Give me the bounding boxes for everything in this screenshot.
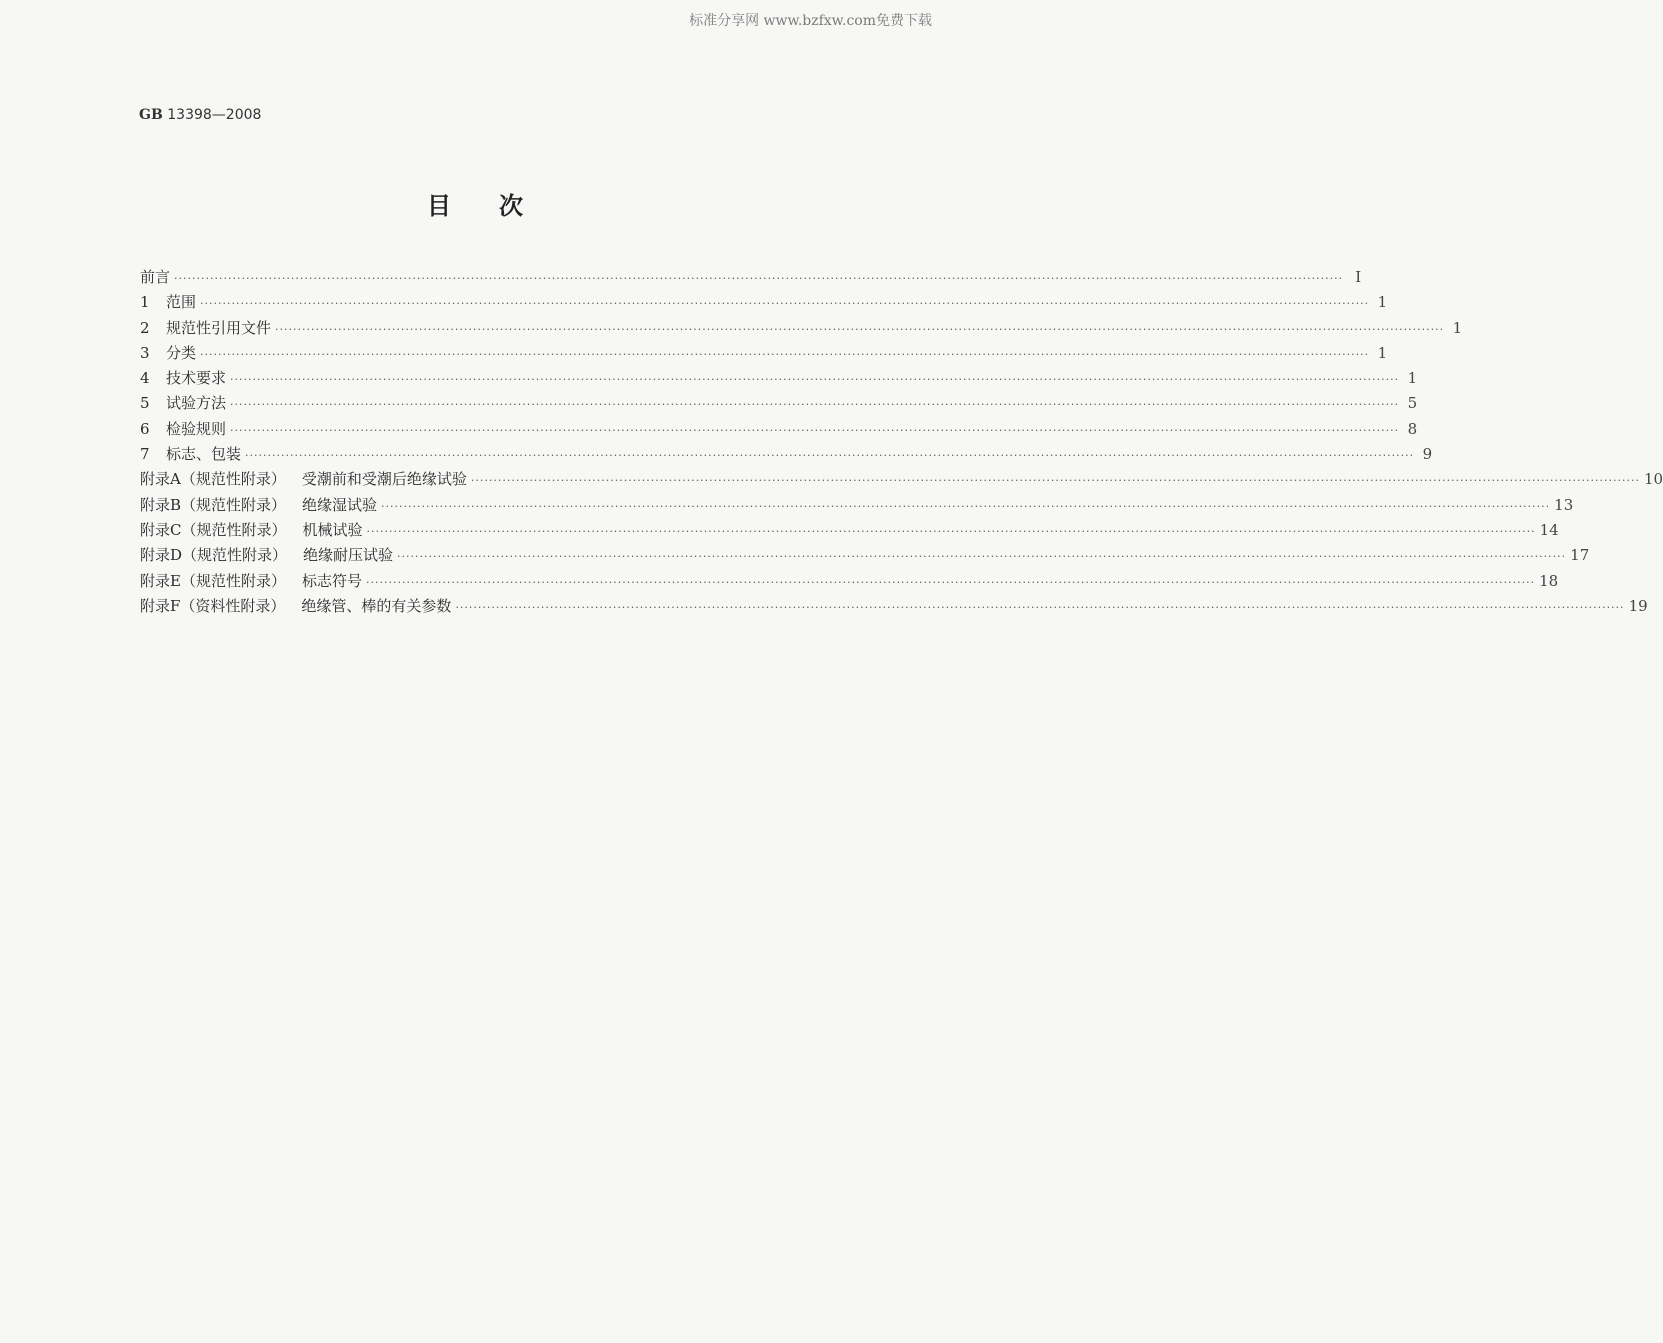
toc-entry[interactable] [140, 391, 1418, 416]
toc-entry-label [166, 391, 226, 416]
toc-entry-subtitle: 绝缘湿试验 [302, 495, 378, 514]
toc-leader-dots: ···································································································································································································································································· [397, 550, 1567, 564]
toc-leader-dots: ···································································································································································································································································· [455, 600, 1625, 614]
toc-entry-title: 范围 [166, 293, 197, 312]
toc-entry-subtitle: 受潮前和受潮后绝缘试验 [301, 470, 467, 489]
toc-leader-dots: ···································································································································································································································································· [230, 423, 1400, 437]
toc-leader-dots: ···································································································································································································································································· [470, 474, 1640, 488]
toc-entry-label [166, 366, 226, 391]
toc-entry-subtitle: 绝缘耐压试验 [303, 546, 394, 565]
toc-leader-dots: ···································································································································································································································································· [174, 272, 1344, 285]
toc-entry-number: 6 [140, 419, 150, 438]
document-number-code: 13398—2008 [167, 107, 262, 123]
toc-leader-dots: ···································································································································································································································································· [230, 373, 1400, 387]
toc-entry-page: 5 [1407, 394, 1418, 413]
toc-entry-subtitle: 绝缘管、棒的有关参数 [301, 596, 452, 615]
toc-leader-dots: ···································································································································································································································································· [366, 524, 1536, 538]
toc-entry-page: 19 [1628, 596, 1648, 615]
toc-leader-dots: ···································································································································································································································································· [200, 297, 1370, 311]
toc-entry-title: 技术要求 [166, 369, 227, 388]
toc-entry-page: 13 [1554, 495, 1574, 514]
toc-entry-page: 10 [1643, 470, 1663, 489]
toc-leader-dots: ···································································································································································································································································· [381, 499, 1551, 513]
toc-entry-label [140, 569, 362, 594]
toc-entry[interactable] [140, 467, 1663, 492]
toc-entry-title: 前言 [140, 268, 171, 286]
toc-entry-title: 附录D（规范性附录） [140, 546, 288, 565]
toc-entry-title: 规范性引用文件 [166, 318, 272, 337]
toc-entry-number: 4 [140, 369, 150, 388]
toc-entry-page: 1 [1377, 293, 1388, 312]
toc-entry-title: 附录E（规范性附录） [140, 571, 286, 590]
toc-entry-title: 标志、包装 [166, 445, 242, 464]
toc-entry-page: Ⅰ [1355, 268, 1362, 286]
toc-entry[interactable] [140, 417, 1418, 442]
table-of-contents [140, 265, 1663, 619]
toc-entry[interactable] [140, 442, 1433, 467]
toc-entry-page: 18 [1539, 571, 1559, 590]
document-number-prefix: GB [139, 107, 163, 123]
toc-entry[interactable] [140, 569, 1559, 594]
toc-leader-dots: ···································································································································································································································································· [365, 575, 1536, 589]
toc-entry[interactable] [140, 265, 1362, 290]
toc-entry-number: 7 [140, 445, 150, 464]
toc-entry-title: 附录C（规范性附录） [140, 520, 287, 539]
toc-entry[interactable] [140, 316, 1463, 341]
toc-entry-title: 附录A（规范性附录） [140, 470, 286, 489]
toc-entry-label [140, 518, 363, 543]
toc-entry[interactable] [140, 366, 1418, 391]
toc-entry-label [140, 543, 393, 568]
toc-entry-number: 3 [140, 343, 150, 362]
toc-entry-label [140, 467, 467, 492]
toc-entry-label [140, 493, 377, 518]
toc-entry[interactable] [140, 594, 1648, 619]
page-title: 目次 [427, 192, 571, 220]
toc-entry[interactable] [140, 543, 1590, 568]
toc-entry-label [166, 417, 226, 442]
toc-entry-title: 附录B（规范性附录） [140, 495, 287, 514]
toc-leader-dots: ···································································································································································································································································· [245, 449, 1415, 463]
toc-leader-dots: ···································································································································································································································································· [200, 347, 1370, 361]
toc-entry-title: 分类 [166, 343, 197, 362]
toc-entry-page: 1 [1452, 318, 1463, 337]
toc-entry-label [140, 265, 170, 290]
toc-leader-dots: ···································································································································································································································································· [275, 322, 1445, 336]
toc-entry-number: 2 [140, 318, 150, 337]
toc-entry-label [166, 290, 196, 315]
toc-entry-title: 附录F（资料性附录） [140, 596, 286, 615]
toc-entry-number: 5 [140, 394, 150, 413]
toc-entry-number: 1 [140, 293, 150, 312]
toc-entry-subtitle: 机械试验 [302, 520, 363, 539]
toc-entry-label [140, 594, 451, 619]
toc-entry-subtitle: 标志符号 [301, 571, 362, 590]
toc-entry[interactable] [140, 493, 1574, 518]
toc-entry-label [166, 316, 271, 341]
toc-entry-page: 14 [1539, 520, 1559, 539]
toc-entry-page: 8 [1407, 419, 1418, 438]
toc-entry[interactable] [140, 518, 1559, 543]
toc-entry-title: 检验规则 [166, 419, 227, 438]
document-number [139, 107, 261, 123]
toc-entry-title: 试验方法 [166, 394, 227, 413]
toc-entry-label [166, 442, 241, 467]
toc-entry-label [166, 341, 196, 366]
toc-entry-page: 1 [1377, 343, 1388, 362]
toc-entry[interactable] [140, 290, 1388, 315]
toc-entry[interactable] [140, 341, 1388, 366]
toc-entry-page: 1 [1407, 369, 1418, 388]
toc-entry-page: 9 [1422, 445, 1433, 464]
toc-entry-page: 17 [1570, 546, 1590, 565]
toc-leader-dots: ···································································································································································································································································· [230, 398, 1400, 412]
watermark-text: 标准分享网 www.bzfxw.com免费下载 [689, 13, 932, 29]
